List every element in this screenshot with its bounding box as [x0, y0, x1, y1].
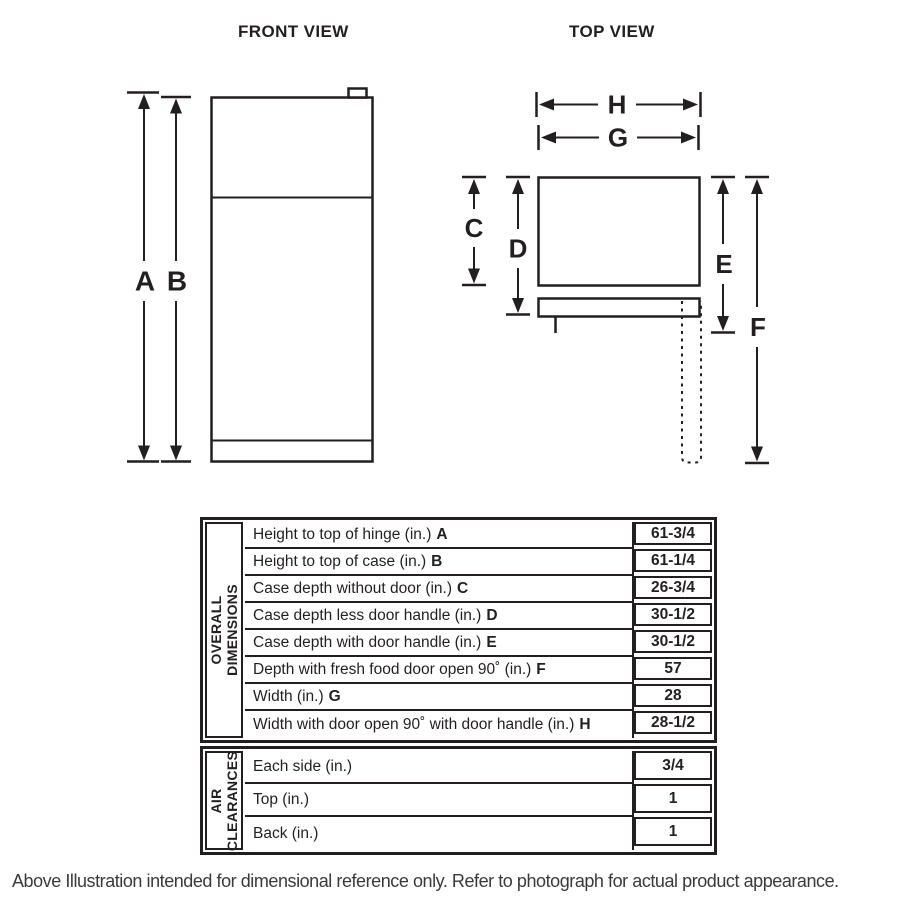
row-letter: F	[536, 660, 546, 678]
arrowhead-right-icon	[681, 132, 696, 144]
dim-label-g: G	[607, 122, 629, 153]
table-row	[245, 817, 632, 850]
air-clearances-section	[200, 746, 717, 855]
table-row	[245, 522, 632, 549]
dimensions-table	[200, 517, 717, 855]
header-line: CLEARANCES	[224, 750, 240, 851]
door-outline	[539, 299, 700, 317]
row-label: Case depth less door handle (in.)	[253, 606, 482, 624]
row-letter: E	[486, 633, 497, 651]
dim-label-a: A	[134, 265, 156, 297]
table-row	[245, 657, 632, 684]
table-row	[245, 711, 632, 738]
header-line: AIR	[207, 787, 224, 814]
arrowhead-down-icon	[138, 446, 150, 461]
arrowhead-down-icon	[512, 298, 524, 313]
front-view-drawing	[127, 89, 373, 462]
footer-note: Above Illustration intended for dimensional reference only. Refer to photograph for actual product appearance.	[12, 871, 839, 891]
row-label: Width (in.)	[253, 687, 324, 705]
table-row	[245, 630, 632, 657]
row-label: Height to top of hinge (in.)	[253, 525, 432, 543]
front-view-title: FRONT VIEW	[238, 22, 349, 41]
arrowhead-down-icon	[717, 316, 729, 331]
row-label: Each side (in.)	[253, 757, 353, 775]
row-value: 30-1/2	[634, 630, 712, 653]
dim-arrow-g	[539, 123, 699, 153]
arrowhead-left-icon	[539, 99, 554, 111]
arrowhead-down-icon	[751, 447, 763, 462]
row-label: Depth with fresh food door open 90˚ (in.)	[253, 660, 532, 678]
arrowhead-up-icon	[170, 99, 182, 114]
arrowhead-up-icon	[751, 179, 763, 194]
row-letter: A	[436, 525, 448, 543]
arrowhead-up-icon	[512, 179, 524, 194]
dim-arrow-c	[462, 177, 486, 285]
dim-arrow-f	[745, 177, 769, 463]
row-letter: H	[579, 715, 591, 733]
arrowhead-right-icon	[683, 99, 698, 111]
row-value: 3/4	[634, 751, 712, 780]
dim-label-c: C	[464, 213, 484, 243]
top-hinge	[349, 89, 367, 98]
row-value: 61-3/4	[634, 522, 712, 545]
fridge-outline	[212, 98, 373, 462]
row-label: Height to top of case (in.)	[253, 552, 427, 570]
air-clearances-header	[205, 751, 243, 850]
top-view-title: TOP VIEW	[569, 22, 655, 41]
row-label: Width with door open 90˚ with door handle (in.)	[253, 715, 575, 733]
header-line: OVERALL	[207, 595, 224, 665]
table-row	[245, 576, 632, 603]
arrowhead-down-icon	[468, 269, 480, 284]
dim-arrow-e	[711, 177, 735, 333]
row-value: 26-3/4	[634, 576, 712, 599]
row-letter: G	[328, 687, 341, 705]
arrowhead-up-icon	[138, 94, 150, 109]
arrowhead-down-icon	[170, 446, 182, 461]
row-letter: D	[486, 606, 498, 624]
overall-dimensions-header	[205, 522, 243, 738]
row-label: Back (in.)	[253, 824, 319, 842]
top-view-drawing	[462, 90, 769, 464]
dim-label-h: H	[607, 89, 627, 120]
dim-label-e: E	[715, 249, 733, 279]
dim-arrow-d	[506, 177, 530, 315]
dim-arrow-a	[127, 93, 159, 462]
dim-label-d: D	[508, 233, 528, 264]
row-value: 57	[634, 657, 712, 680]
arrowhead-left-icon	[541, 132, 556, 144]
dim-arrow-b	[161, 97, 191, 462]
row-label: Top (in.)	[253, 790, 309, 808]
row-value: 28-1/2	[634, 711, 712, 734]
row-value: 61-1/4	[634, 549, 712, 572]
arrowhead-up-icon	[468, 179, 480, 194]
dim-label-f: F	[750, 312, 766, 342]
row-label: Case depth without door (in.)	[253, 579, 453, 597]
overall-dimensions-section	[200, 517, 717, 743]
case-outline	[539, 178, 700, 286]
table-row	[245, 603, 632, 630]
open-door-dashed-outline	[682, 301, 701, 463]
table-row	[245, 751, 632, 784]
dim-label-b: B	[166, 265, 188, 297]
row-value: 28	[634, 684, 712, 707]
header-line: DIMENSIONS	[224, 584, 240, 676]
table-row	[245, 684, 632, 711]
row-value: 1	[634, 817, 712, 846]
dim-arrow-h	[537, 90, 701, 120]
row-letter: C	[457, 579, 469, 597]
row-value: 30-1/2	[634, 603, 712, 626]
row-letter: B	[431, 552, 443, 570]
arrowhead-up-icon	[717, 179, 729, 194]
table-row	[245, 549, 632, 576]
table-row	[245, 784, 632, 817]
row-value: 1	[634, 784, 712, 813]
row-label: Case depth with door handle (in.)	[253, 633, 482, 651]
